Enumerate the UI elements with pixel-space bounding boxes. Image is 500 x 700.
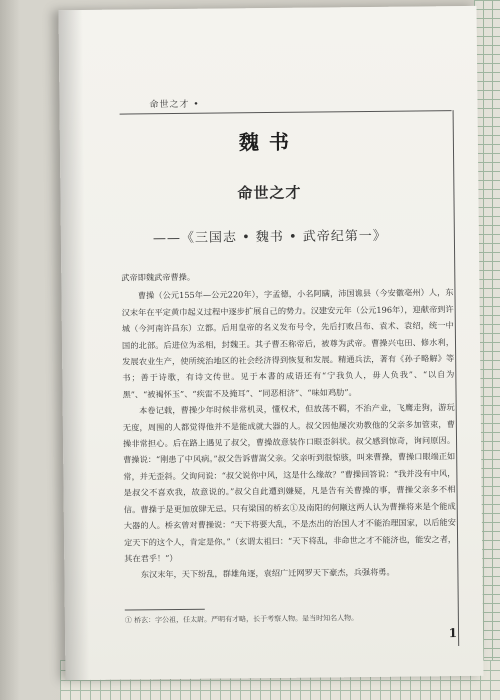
section-subtitle: 命世之才: [237, 183, 302, 203]
footnote-rule: [125, 609, 205, 611]
paragraph: 本卷记载，曹操少年时候非常机灵，懂权术，但放荡不羁，不治产业，飞鹰走狗，游玩无度，周围的人都觉得他并不是能成就大器的人。叔父因他屡次劝教他的父亲多加管束，曹操非常担心。后在路上遇见了叔父，曹操故意装作口眼歪斜状。叔父感到惊奇，询问原因。曹操说：“刚患了中风病。”叔父告诉曹嵩父亲。父亲听到很惊骇，叫来曹操，曹操口眼端正如常，并无歪斜。父询问说：“叔父说你中风，这是什么缘故？”曹操回答说：“我并没有中风，是叔父不喜欢我，故意说的。”叔父自此遭到嫌疑，凡是告有关曹操的事，曹操父亲多不相信。曹操于是更加放肆无忌。只有梁国的桥玄①及南阳的何颙这两人认为曹操将来是个能成大器的人。桥玄曾对曹操说：“天下将要大乱，不是杰出的治国人才不能治理国家，以后能安定天下的这个人，肯定是你。”（玄谓太祖曰：“天下将乱，非命世之才不能济也，能安之者，其在君乎！”）: [122, 402, 457, 564]
header-rule: [120, 110, 452, 114]
chapter-title: 魏书: [238, 129, 300, 155]
footnote: ① 桥玄：字公祖，任太尉。严明有才略，长于考察人物。是当时知名人物。: [124, 614, 359, 625]
page-number: 1: [448, 626, 458, 641]
running-head: 命世之才 •: [149, 99, 200, 111]
paragraph: 武帝即魏武帝曹操。: [121, 271, 196, 283]
paragraph: 曹操（公元155年—公元220年），字孟德，小名阿瞒，沛国谯县（今安徽亳州）人，东汉末年在平定黄巾起义过程中逐步扩展自己的势力。汉建安元年（公元196年），迎献帝到许城（今河南许昌东）立都。后用皇帝的名义发布号令，先后打败吕布、袁术、袁绍，统一中国的北部。后进位为丞相，封魏王。其子曹丕称帝后，被尊为武帝。曹操兴屯田、修水利，发展农业生产，使所统治地区的社会经济得到恢复和发展。精通兵法，著有《孙子略解》等书；善于诗歌，有诗文传世。见于本書的成语还有“宁我负人，毋人负我”、“以自为黑”、“被褐怀玉”、“疾雷不及掩耳”、“同恶相济”、“味如鸡肋”。: [121, 287, 455, 400]
body-text: [121, 266, 456, 583]
source-citation: ——《三国志 • 魏书 • 武帝纪第一》: [152, 228, 387, 247]
paragraph: 东汉末年，天下纷乱，群雄角逐，袁绍广迁网罗天下豪杰，兵强将勇。: [140, 567, 395, 580]
book-page: [59, 6, 484, 680]
